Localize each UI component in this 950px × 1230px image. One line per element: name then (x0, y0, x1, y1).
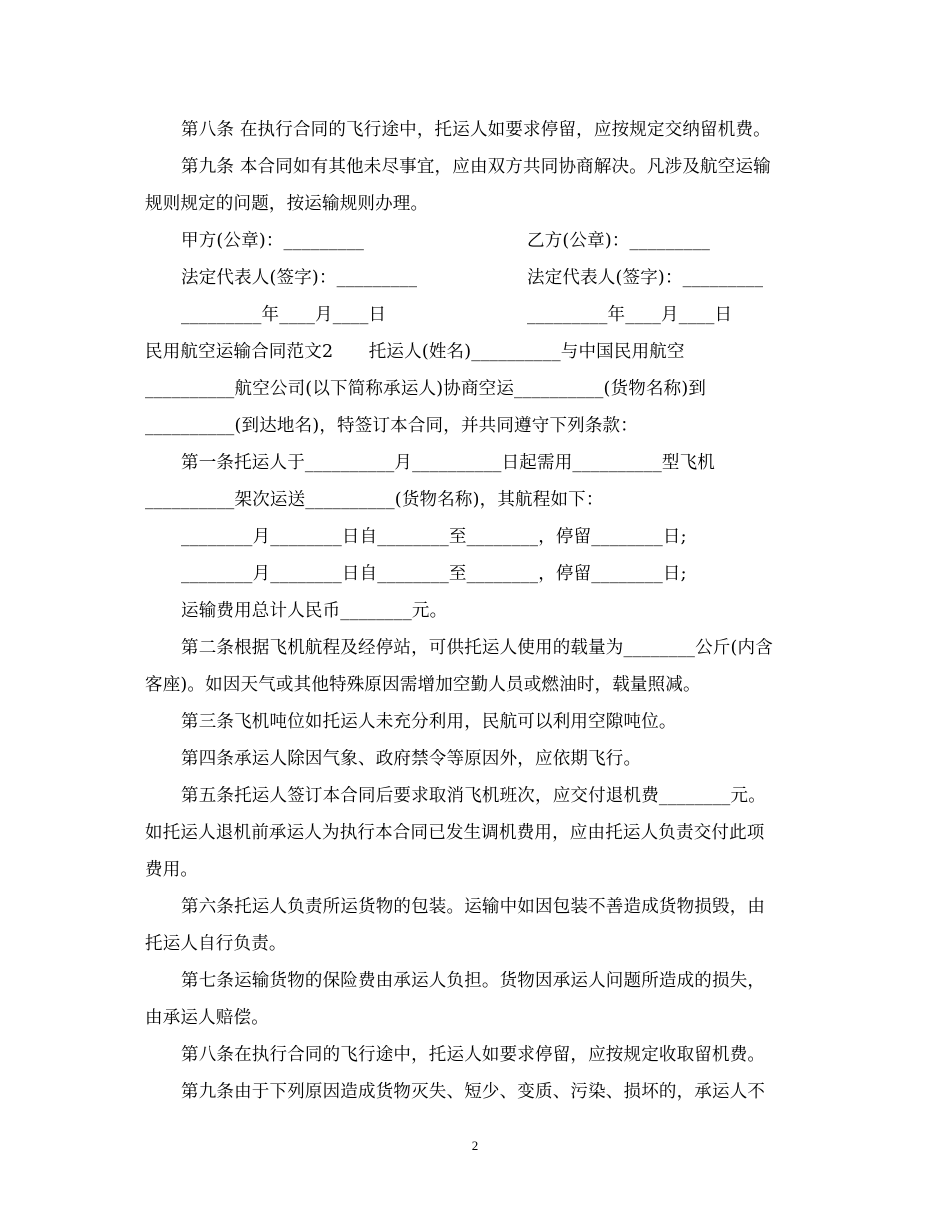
party-b-seal: 乙方(公章)：_________ (527, 231, 711, 251)
page-number: 2 (471, 1138, 479, 1153)
section-heading: 民用航空运输合同范文2 托运人(姓名)__________与中国民用航空 (145, 342, 685, 362)
flight-route-line: ________月________日自________至________，停留________日; (181, 527, 687, 547)
text-line: 如托运人退机前承运人为执行本合同已发生调机费用，应由托运人负责交付此项 (145, 823, 765, 843)
text-line: __________(到达地名)，特签订本合同，并共同遵守下列条款： (145, 416, 638, 436)
text-line: 客座)。如因天气或其他特殊原因需增加空勤人员或燃油时，载量照减。 (145, 675, 701, 695)
text-line: 第八条 在执行合同的飞行途中，托运人如要求停留，应按规定交纳留机费。 (181, 120, 771, 140)
text-line: 由承运人赔偿。 (145, 1008, 269, 1028)
text-line: 第五条托运人签订本合同后要求取消飞机班次，应交付退机费________元。 (181, 786, 766, 806)
party-b-representative: 法定代表人(签字)：_________ (527, 268, 764, 288)
text-line: 第三条飞机吨位如托运人未充分利用，民航可以利用空隙吨位。 (181, 712, 677, 732)
text-line: 第八条在执行合同的飞行途中，托运人如要求停留，应按规定收取留机费。 (181, 1045, 766, 1065)
text-line: 托运人自行负责。 (145, 934, 287, 954)
text-line: 规则规定的问题，按运输规则办理。 (145, 194, 429, 214)
party-a-seal: 甲方(公章)：_________ (181, 231, 365, 251)
text-line: 费用。 (145, 860, 199, 880)
text-line: 第九条 本合同如有其他未尽事宜，应由双方共同协商解决。凡涉及航空运输 (181, 157, 771, 177)
party-b-date: _________年____月____日 (527, 305, 733, 325)
text-line: 第四条承运人除因气象、政府禁令等原因外，应依期飞行。 (181, 749, 642, 769)
text-line: __________架次运送__________(货物名称)，其航程如下： (145, 490, 604, 510)
text-line: 第六条托运人负责所运货物的包装。运输中如因包装不善造成货物损毁，由 (181, 897, 766, 917)
text-line: 第九条由于下列原因造成货物灭失、短少、变质、污染、损坏的，承运人不 (181, 1082, 766, 1102)
text-line: 第二条根据飞机航程及经停站，可供托运人使用的载量为________公斤(内含 (181, 638, 773, 658)
text-line: 第一条托运人于__________月__________日起需用__________型飞机 (181, 453, 715, 473)
text-line: 第七条运输货物的保险费由承运人负担。货物因承运人问题所造成的损失， (181, 971, 766, 991)
text-line: __________航空公司(以下简称承运人)协商空运__________(货物名称)到 (145, 379, 707, 399)
party-a-representative: 法定代表人(签字)：_________ (181, 268, 418, 288)
party-a-date: _________年____月____日 (181, 305, 387, 325)
flight-route-line: ________月________日自________至________，停留________日; (181, 564, 687, 584)
text-line: 运输费用总计人民币________元。 (181, 601, 448, 621)
